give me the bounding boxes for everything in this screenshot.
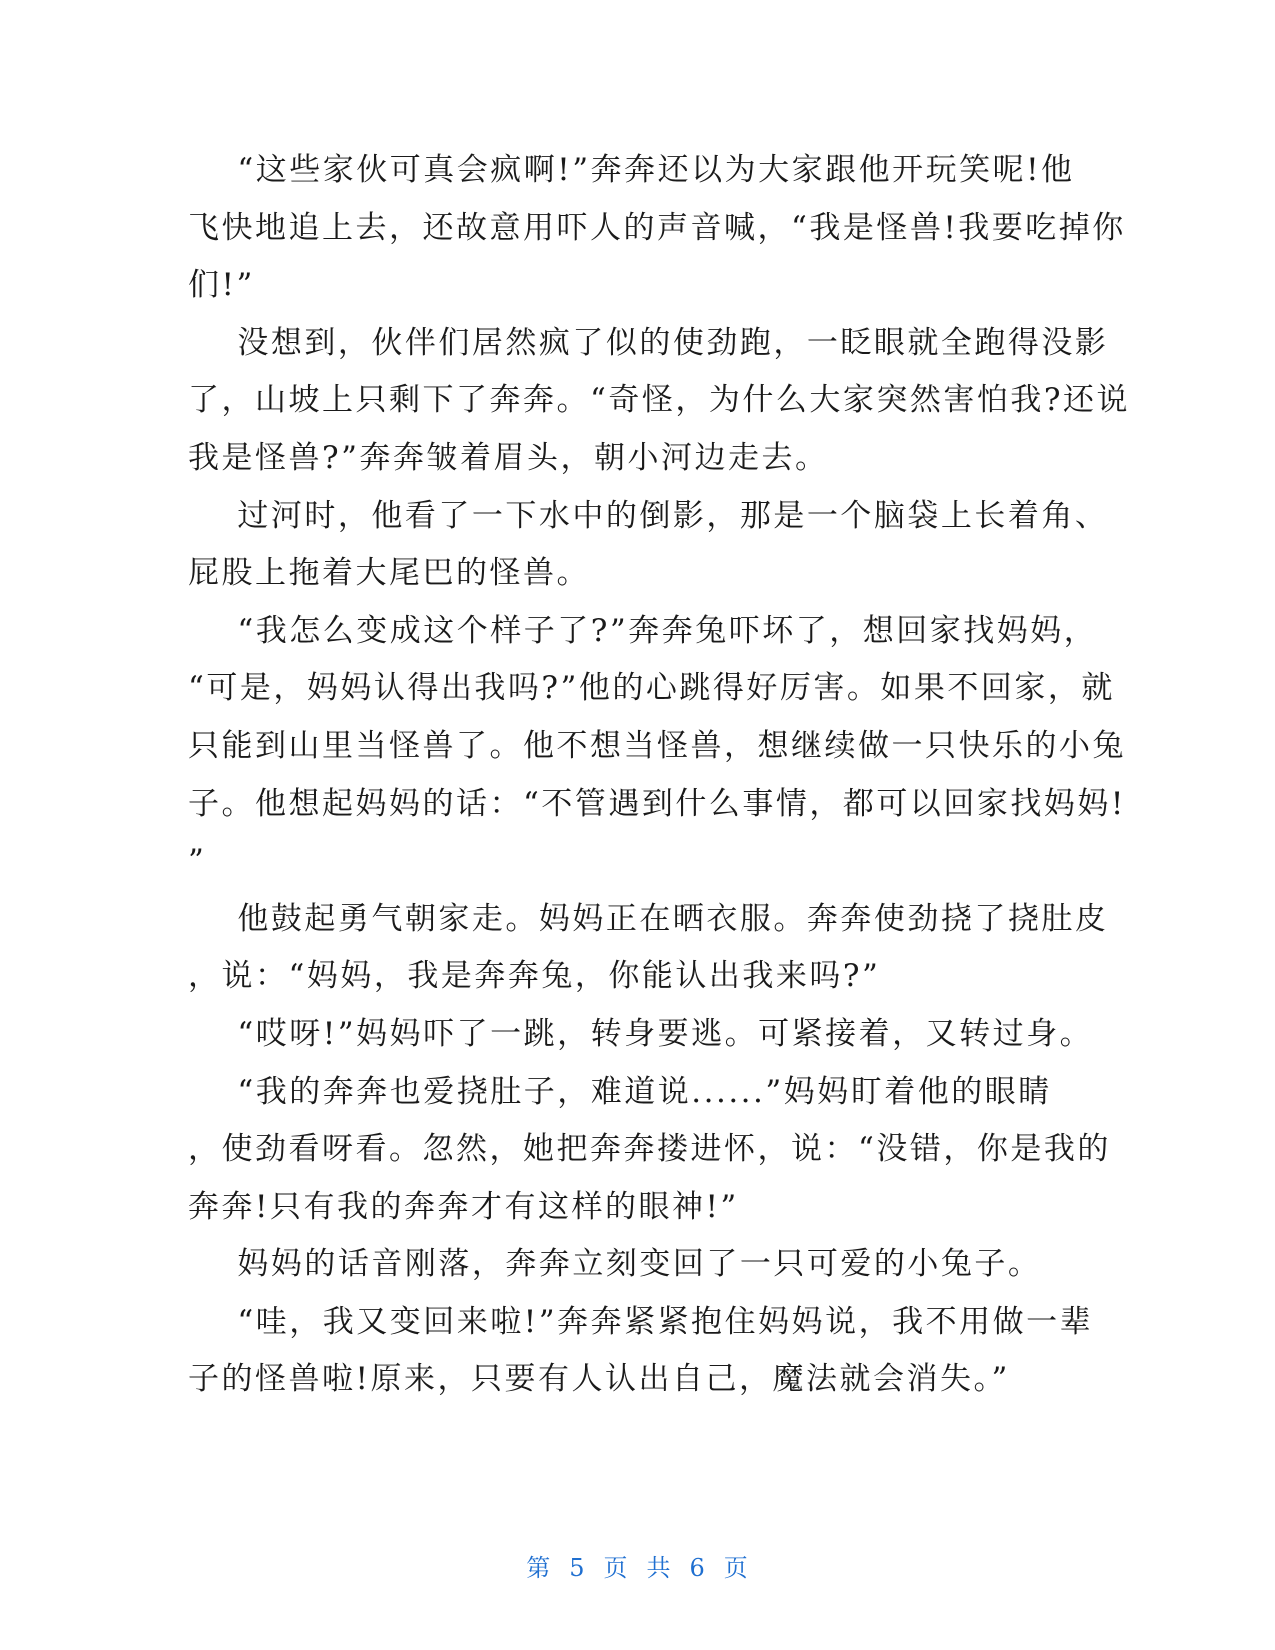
text-line: “可是，妈妈认得出我吗?”他的心跳得好厉害。如果不回家，就 [188, 670, 1115, 707]
text-line: “我怎么变成这个样子了?”奔奔兔吓坏了，想回家找妈妈， [188, 612, 1098, 649]
text-line: “哇，我又变回来啦!”奔奔紧紧抱住妈妈说，我不用做一辈 [188, 1303, 1094, 1340]
text-line: 没想到，伙伴们居然疯了似的使劲跑，一眨眼就全跑得没影 [188, 324, 1109, 361]
text-line: 他鼓起勇气朝家走。妈妈正在晒衣服。奔奔使劲挠了挠肚皮 [188, 900, 1109, 937]
text-line: ” [188, 843, 207, 880]
footer-total-pages: 6 [689, 1554, 706, 1582]
page-footer [0, 1548, 1275, 1583]
text-line: 飞快地追上去，还故意用吓人的声音喊，“我是怪兽!我要吃掉你 [188, 209, 1126, 246]
text-line: 奔奔!只有我的奔奔才有这样的眼神!” [188, 1188, 739, 1225]
text-line: ，使劲看呀看。忽然，她把奔奔搂进怀，说：“没错，你是我的 [188, 1131, 1111, 1168]
text-line: 我是怪兽?”奔奔皱着眉头，朝小河边走去。 [188, 439, 829, 476]
text-line: 过河时，他看了一下水中的倒影，那是一个脑袋上长着角、 [188, 497, 1109, 534]
footer-total-label: 页 [723, 1554, 749, 1582]
text-line: 了，山坡上只剩下了奔奔。“奇怪，为什么大家突然害怕我?还说 [188, 382, 1130, 419]
text-line: “我的奔奔也爱挠肚子，难道说......”妈妈盯着他的眼睛 [188, 1073, 1052, 1110]
text-line: 子的怪兽啦!原来，只要有人认出自己，魔法就会消失。” [188, 1361, 1010, 1398]
text-line: “这些家伙可真会疯啊!”奔奔还以为大家跟他开玩笑呢!他 [188, 152, 1075, 188]
footer-page-prefix: 第 [526, 1554, 552, 1582]
text-line: ，说：“妈妈，我是奔奔兔，你能认出我来吗?” [188, 958, 881, 995]
footer-page-number: 5 [569, 1554, 586, 1582]
text-line: “哎呀!”妈妈吓了一跳，转身要逃。可紧接着，又转过身。 [188, 1015, 1094, 1052]
text-line: 妈妈的话音刚落，奔奔立刻变回了一只可爱的小兔子。 [188, 1246, 1042, 1283]
footer-total-prefix: 共 [646, 1554, 672, 1582]
text-line: 屁股上拖着大尾巴的怪兽。 [188, 555, 590, 592]
text-line: 只能到山里当怪兽了。他不想当怪兽，想继续做一只快乐的小兔 [188, 727, 1126, 764]
text-line: 们!” [188, 267, 255, 304]
story-text [188, 142, 1130, 1409]
footer-page-label: 页 [603, 1554, 629, 1582]
text-line: 子。他想起妈妈的话：“不管遇到什么事情，都可以回家找妈妈! [188, 785, 1126, 822]
